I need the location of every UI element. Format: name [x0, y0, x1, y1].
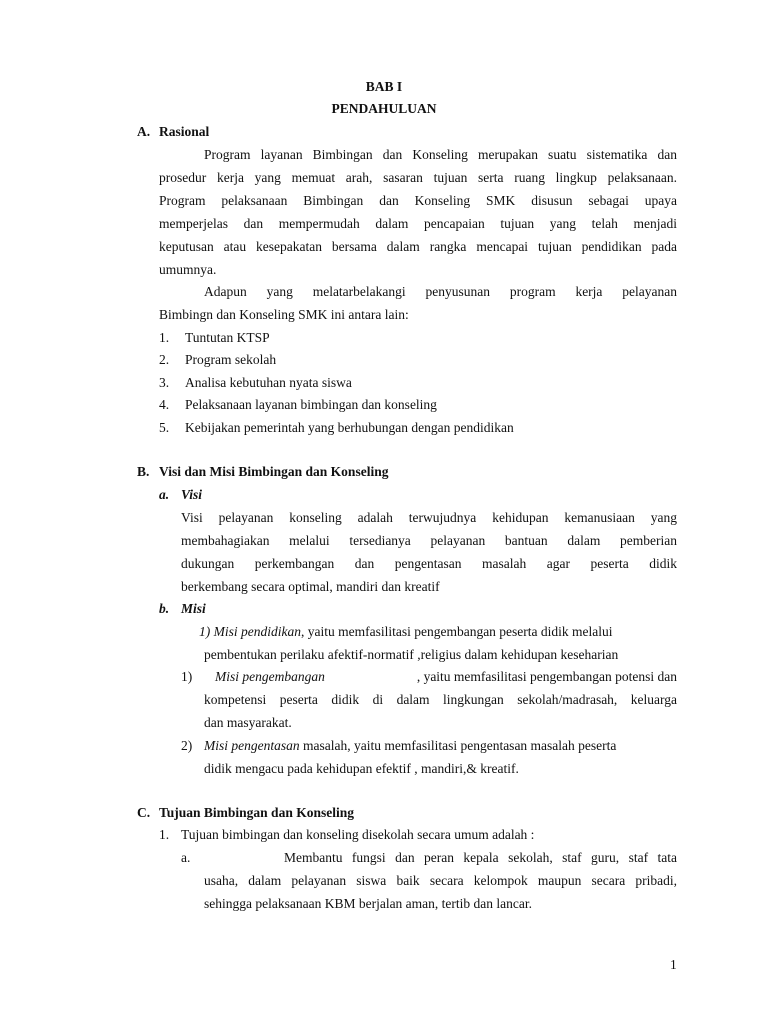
- list-item: Pelaksanaan layanan bimbingan dan konseling: [185, 397, 437, 412]
- misi-pengentasan-line: [204, 738, 616, 754]
- misi-marker: b.: [159, 601, 170, 616]
- misi-title: Misi: [181, 601, 206, 616]
- misi-pengentasan-number: 2): [181, 738, 193, 753]
- list-item: Program sekolah: [185, 352, 277, 367]
- misi-pengembangan-label: Misi pengembangan: [215, 669, 325, 684]
- visi-line: Visi pelayanan konseling adalah terwujudnya kehidupan kemanusiaan yang: [181, 510, 677, 525]
- section-a-marker: A.: [137, 124, 151, 139]
- tujuan-sub-line: Membantu fungsi dan peran kepala sekolah, staf guru, staf tata: [284, 850, 677, 865]
- rasional-p1-line: Program pelaksanaan Bimbingan dan Konseling SMK disusun sebagai upaya: [159, 193, 677, 208]
- tujuan-sub-line: usaha, dalam pelayanan siswa baik secara kelompok maupun secara pribadi,: [204, 873, 677, 888]
- misi-pengembangan-line2: kompetensi peserta didik di dalam lingkungan sekolah/madrasah, keluarga: [204, 692, 677, 707]
- section-b-title: Visi dan Misi Bimbingan dan Konseling: [159, 464, 389, 479]
- misi-pendidikan-line2: pembentukan perilaku afektif-normatif ,religius dalam kehidupan keseharian: [204, 647, 619, 662]
- tujuan-item-number: 1.: [159, 827, 170, 842]
- rasional-p1-line: prosedur kerja yang memuat arah, sasaran tujuan serta ruang lingkup pelaksanaan.: [159, 170, 677, 185]
- misi-pendidikan-text: , yaitu memfasilitasi pengembangan peserta didik melalui: [300, 624, 613, 639]
- misi-pengentasan-text: masalah, yaitu memfasilitasi pengentasan masalah peserta: [299, 738, 617, 753]
- visi-title: Visi: [181, 487, 203, 502]
- list-item: Analisa kebutuhan nyata siswa: [185, 375, 352, 390]
- visi-line: membahagiakan melalui tersedianya pelayanan bantuan dalam pemberian: [181, 533, 677, 548]
- misi-pengembangan-number: 1): [181, 669, 193, 684]
- chapter-title: PENDAHULUAN: [331, 101, 437, 116]
- visi-line: berkembang secara optimal, mandiri dan kreatif: [181, 579, 440, 594]
- tujuan-sub-line: sehingga pelaksanaan KBM berjalan aman, tertib dan lancar.: [204, 896, 533, 911]
- list-number: 4.: [159, 397, 170, 412]
- misi-pendidikan-line: [199, 624, 613, 640]
- list-item: Kebijakan pemerintah yang berhubungan dengan pendidikan: [185, 420, 514, 435]
- misi-pengentasan-label: Misi pengentasan: [204, 738, 300, 753]
- section-a-title: Rasional: [159, 124, 210, 139]
- section-c-title: Tujuan Bimbingan dan Konseling: [159, 805, 354, 820]
- rasional-p2-line: Bimbingn dan Konseling SMK ini antara lain:: [159, 307, 409, 322]
- rasional-p1-line: memperjelas dan mempermudah dalam pencapaian tujuan yang telah menjadi: [159, 216, 677, 231]
- misi-pengembangan-line3: dan masyarakat.: [204, 715, 292, 730]
- section-c-marker: C.: [137, 805, 151, 820]
- rasional-p1-line: Program layanan Bimbingan dan Konseling merupakan suatu sistematika dan: [204, 147, 677, 162]
- rasional-p2-line: Adapun yang melatarbelakangi penyusunan program kerja pelayanan: [204, 284, 677, 299]
- section-b-marker: B.: [137, 464, 150, 479]
- list-item: Tuntutan KTSP: [185, 330, 270, 345]
- chapter-number: BAB I: [365, 79, 403, 94]
- list-number: 1.: [159, 330, 170, 345]
- page-number: 1: [670, 957, 677, 972]
- tujuan-item-text: Tujuan bimbingan dan konseling disekolah secara umum adalah :: [181, 827, 535, 842]
- rasional-p1-line: keputusan atau kesepakatan bersama dalam rangka mencapai tujuan pendidikan pada: [159, 239, 677, 254]
- tujuan-sub-marker: a.: [181, 850, 191, 865]
- misi-pengembangan-text: , yaitu memfasilitasi pengembangan potensi dan: [416, 669, 677, 684]
- misi-pendidikan-label: 1) Misi pendidikan: [199, 624, 301, 639]
- rasional-p1-line: umumnya.: [159, 262, 217, 277]
- visi-marker: a.: [159, 487, 170, 502]
- list-number: 5.: [159, 420, 170, 435]
- list-number: 3.: [159, 375, 170, 390]
- misi-pengentasan-line2: didik mengacu pada kehidupan efektif , mandiri,& kreatif.: [204, 761, 519, 776]
- visi-line: dukungan perkembangan dan pengentasan masalah agar peserta didik: [181, 556, 677, 571]
- list-number: 2.: [159, 352, 170, 367]
- misi-pengembangan-line: [215, 669, 677, 685]
